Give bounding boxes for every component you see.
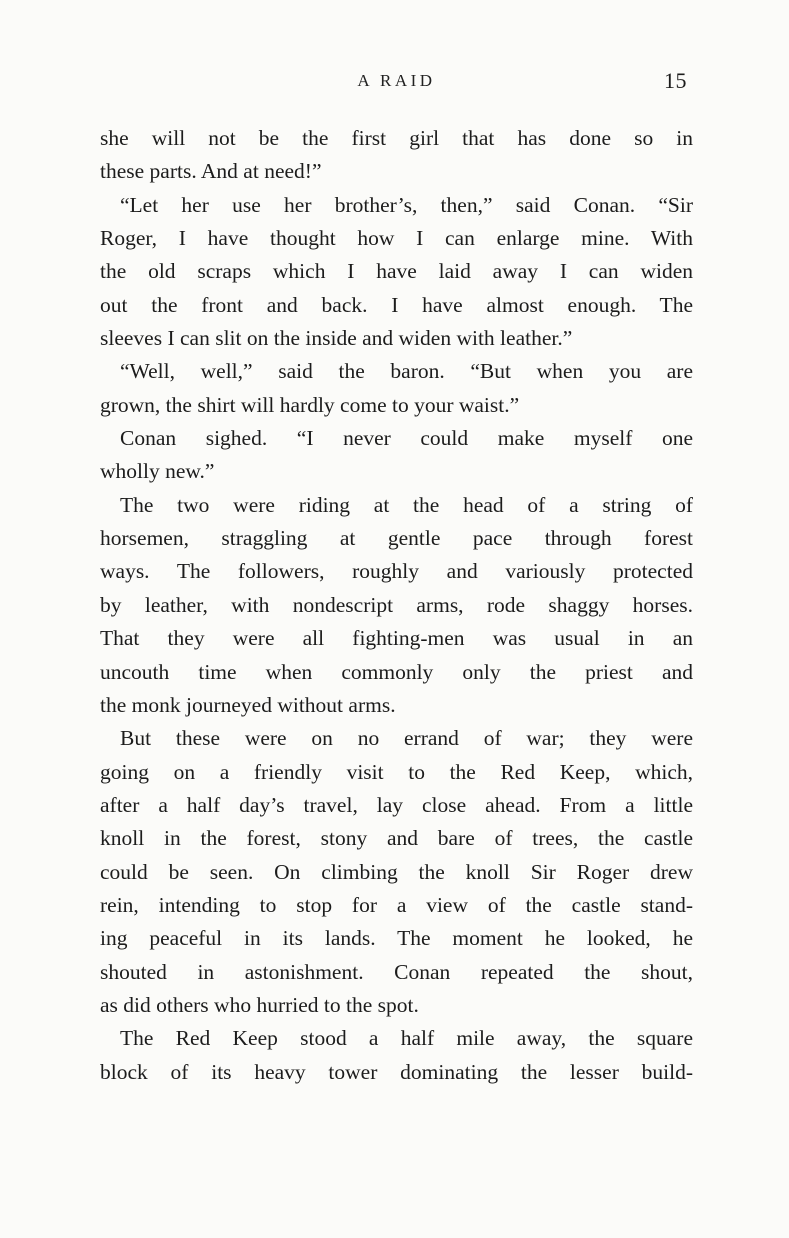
text-line: Conan sighed. “I never could make myself one — [120, 426, 693, 451]
text-line: after a half day’s travel, lay close ahead. From a little — [100, 792, 693, 817]
text-line: grown, the shirt will hardly come to your waist.” — [100, 392, 520, 417]
text-line: “Well, well,” said the baron. “But when you are — [120, 359, 693, 384]
text-line: sleeves I can slit on the inside and widen with leather.” — [100, 326, 573, 351]
text-line: these parts. And at need!” — [100, 159, 322, 184]
text-line: That they were all fighting-men was usual in an — [100, 626, 693, 651]
text-line: horsemen, straggling at gentle pace through forest — [100, 526, 693, 551]
text-line: could be seen. On climbing the knoll Sir Roger drew — [100, 859, 693, 884]
running-title: A RAID — [357, 71, 436, 90]
text-line: ways. The followers, roughly and variously protected — [100, 559, 693, 584]
text-line: knoll in the forest, stony and bare of trees, the castle — [100, 826, 693, 851]
text-line: ing peaceful in its lands. The moment he looked, he — [100, 926, 693, 951]
text-line: going on a friendly visit to the Red Keep, which, — [100, 759, 693, 784]
text-line: out the front and back. I have almost enough. The — [100, 292, 693, 317]
text-line: “Let her use her brother’s, then,” said Conan. “Sir — [120, 192, 693, 217]
text-line: But these were on no errand of war; they were — [120, 726, 693, 751]
page-number: 15 — [664, 68, 687, 93]
text-line: the old scraps which I have laid away I can widen — [100, 259, 693, 284]
text-line: shouted in astonishment. Conan repeated the shout, — [100, 959, 693, 984]
page-header — [100, 68, 693, 97]
text-line: Roger, I have thought how I can enlarge mine. With — [100, 226, 693, 251]
body-text — [100, 122, 693, 1089]
text-line: uncouth time when commonly only the priest and — [100, 659, 693, 684]
text-line: wholly new.” — [100, 459, 215, 484]
text-line: the monk journeyed without arms. — [100, 692, 396, 717]
text-line: by leather, with nondescript arms, rode shaggy horses. — [100, 592, 693, 617]
text-line: as did others who hurried to the spot. — [100, 992, 419, 1017]
text-line: block of its heavy tower dominating the lesser build- — [100, 1059, 693, 1084]
text-line: rein, intending to stop for a view of the castle stand- — [100, 892, 693, 917]
text-line: she will not be the first girl that has done so in — [100, 126, 693, 150]
text-line: The Red Keep stood a half mile away, the square — [120, 1026, 693, 1051]
text-line: The two were riding at the head of a string of — [120, 492, 693, 517]
